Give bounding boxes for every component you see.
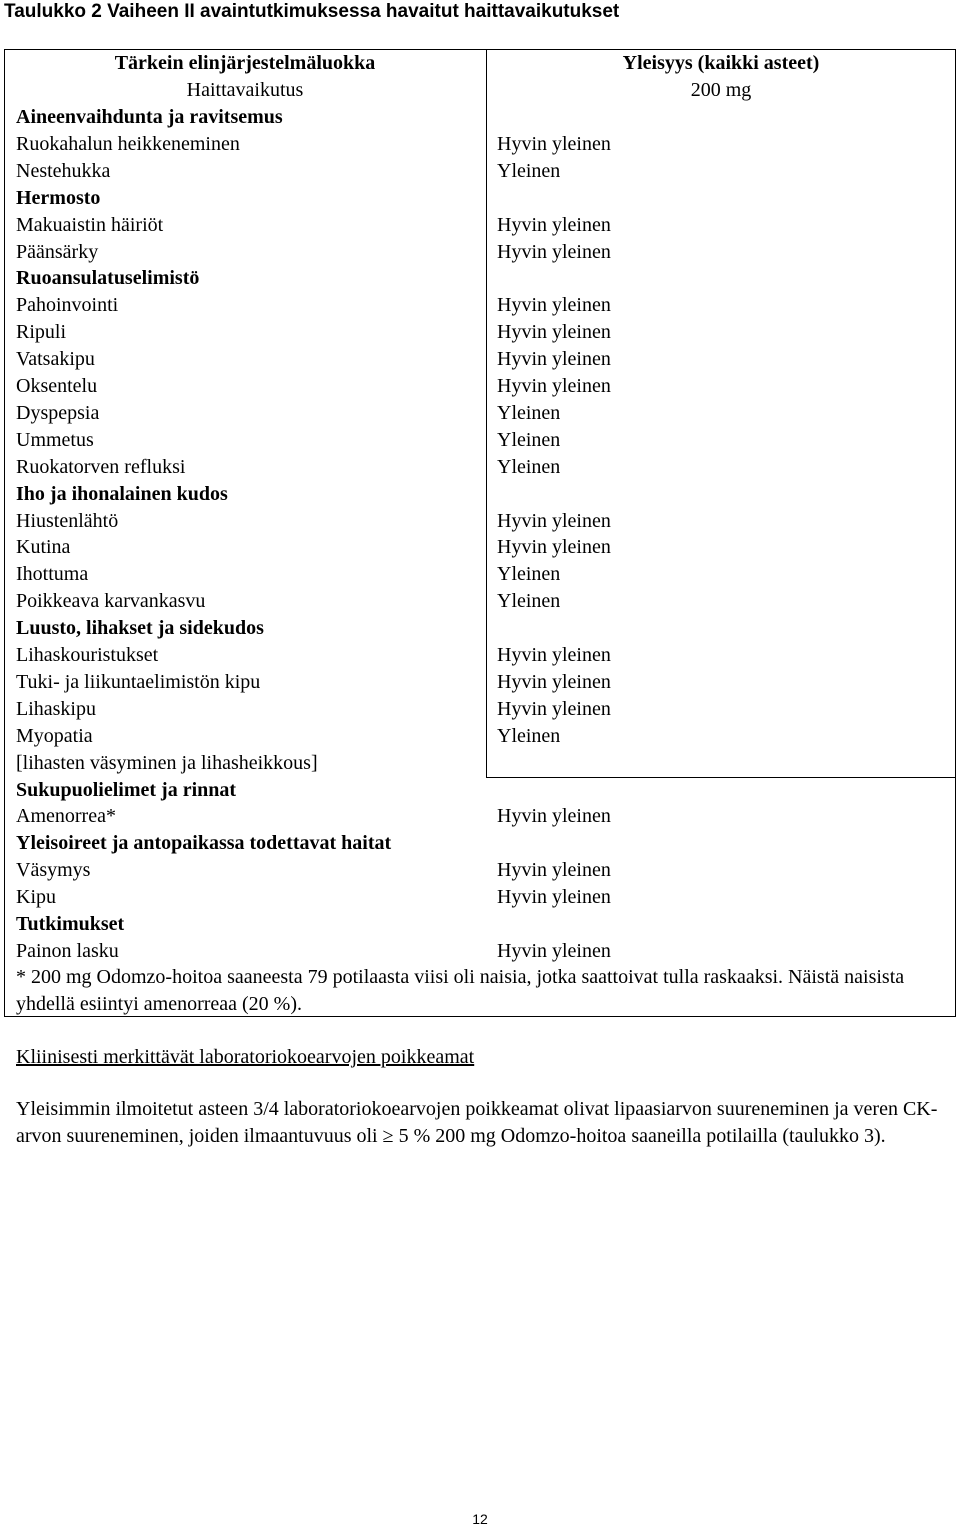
table-row [0,723,960,750]
organ-class-cell: Iho ja ihonalainen kudos [16,482,228,505]
table-row [0,265,960,292]
adverse-reaction-cell: Hiustenlähtö [16,509,119,532]
table-row [0,239,960,266]
table-row [0,911,960,938]
organ-class-cell: Sukupuolielimet ja rinnat [16,778,237,801]
frequency-cell: Hyvin yleinen [497,213,611,236]
table-header-row [0,50,960,77]
frequency-cell: Yleinen [497,401,561,424]
adverse-reaction-cell: Ripuli [16,321,67,344]
organ-class-cell: Ruoansulatuselimistö [16,267,200,290]
table-row [0,561,960,588]
adverse-reaction-cell: [lihasten väsyminen ja lihasheikkous] [16,751,318,774]
table-row [0,346,960,373]
adverse-reaction-cell: Kipu [16,886,56,909]
table-row [0,158,960,185]
header-organ-class: Tärkein elinjärjestelmäluokka [114,52,376,74]
frequency-cell: Hyvin yleinen [497,294,611,317]
frequency-cell: Hyvin yleinen [497,859,611,882]
adverse-reaction-cell: Tuki- ja liikuntaelimistön kipu [16,670,261,693]
table-row [0,212,960,239]
table-row [0,750,960,777]
header-dose: 200 mg [690,79,752,101]
frequency-cell: Hyvin yleinen [497,375,611,397]
table-row [0,830,960,857]
table-row [0,857,960,884]
table-footnote: * 200 mg Odomzo-hoitoa saaneesta 79 potilaasta viisi oli naisia, jotka saattoivat tulla raskaaksi. Näistä naisista yhdellä esiintyi amenorreaa (20 %). [16,966,905,1015]
organ-class-cell: Aineenvaihdunta ja ravitsemus [16,106,283,128]
frequency-cell: Hyvin yleinen [497,939,611,962]
table-row [0,884,960,911]
table-row [0,777,960,804]
table-row [0,400,960,427]
adverse-reaction-cell: Pahoinvointi [16,294,119,317]
table-row [0,588,960,615]
organ-class-cell: Luusto, lihakset ja sidekudos [16,617,264,640]
table-row [0,642,960,669]
frequency-cell: Yleinen [497,724,561,747]
frequency-cell: Yleinen [497,159,561,182]
table-row [0,669,960,696]
frequency-cell: Hyvin yleinen [497,240,611,263]
table-row [0,292,960,319]
table-header-row-2 [0,77,960,104]
frequency-cell: Hyvin yleinen [497,805,611,828]
frequency-cell: Hyvin yleinen [497,321,611,344]
frequency-cell: Yleinen [497,455,561,478]
adverse-reaction-cell: Vatsakipu [16,348,95,371]
table-row [0,803,960,830]
table-row [0,938,960,965]
frequency-cell: Yleinen [497,428,561,451]
table-row [0,534,960,561]
table-row [0,131,960,158]
adverse-reaction-cell: Ruokatorven refluksi [16,455,186,478]
table-title: Taulukko 2 Vaiheen II avaintutkimuksessa havaitut haittavaikutukset [4,1,620,22]
adverse-reaction-cell: Ihottuma [16,563,89,586]
table-row [0,481,960,508]
header-adverse-reaction: Haittavaikutus [186,79,304,101]
table-row [0,319,960,346]
adverse-reaction-cell: Ummetus [16,428,94,451]
adverse-reaction-cell: Dyspepsia [16,401,100,424]
adverse-reaction-cell: Lihaskipu [16,697,96,720]
frequency-cell: Hyvin yleinen [497,886,611,909]
table-row [0,454,960,481]
frequency-cell: Hyvin yleinen [497,670,611,693]
organ-class-cell: Tutkimukset [16,913,125,935]
table-row [0,427,960,454]
section-heading: Kliinisesti merkittävät laboratoriokoearvojen poikkeamat [16,1046,475,1068]
header-frequency: Yleisyys (kaikki asteet) [622,52,820,74]
page-number: 12 [472,1511,488,1527]
table-row [0,104,960,131]
adverse-reaction-cell: Oksentelu [16,375,98,397]
adverse-reaction-cell: Ruokahalun heikkeneminen [16,132,240,155]
frequency-cell: Hyvin yleinen [497,132,611,155]
adverse-reaction-cell: Poikkeava karvankasvu [16,590,206,613]
adverse-reaction-cell: Kutina [16,536,71,559]
adverse-reaction-cell: Päänsärky [16,240,99,263]
frequency-cell: Hyvin yleinen [497,644,611,666]
frequency-cell: Hyvin yleinen [497,509,611,532]
adverse-reaction-cell: Nestehukka [16,159,111,182]
frequency-cell: Yleinen [497,563,561,586]
frequency-cell: Yleinen [497,590,561,613]
table-row [0,615,960,642]
adverse-reaction-cell: Myopatia [16,724,93,747]
table-row [0,696,960,723]
table-row [0,185,960,212]
table-row [0,373,960,400]
frequency-cell: Hyvin yleinen [497,536,611,559]
adverse-reaction-cell: Makuaistin häiriöt [16,213,164,236]
adverse-reaction-cell: Amenorrea* [16,805,116,828]
table-row [0,508,960,535]
adverse-reaction-cell: Painon lasku [16,939,119,962]
frequency-cell: Hyvin yleinen [497,348,611,371]
organ-class-cell: Yleisoireet ja antopaikassa todettavat haitat [16,832,392,855]
adverse-reaction-cell: Lihaskouristukset [16,644,159,666]
organ-class-cell: Hermosto [16,186,101,209]
frequency-cell: Hyvin yleinen [497,697,611,720]
adverse-reaction-cell: Väsymys [16,859,91,882]
body-paragraph: Yleisimmin ilmoitetut asteen 3/4 laboratoriokoearvojen poikkeamat olivat lipaasiarvon suureneminen ja veren CK-arvon suureneminen, joiden ilmaantuvuus oli ≥ 5 % 200 mg Odomzo-hoitoa saaneilla potilailla (taulukko 3). [16,1098,938,1147]
